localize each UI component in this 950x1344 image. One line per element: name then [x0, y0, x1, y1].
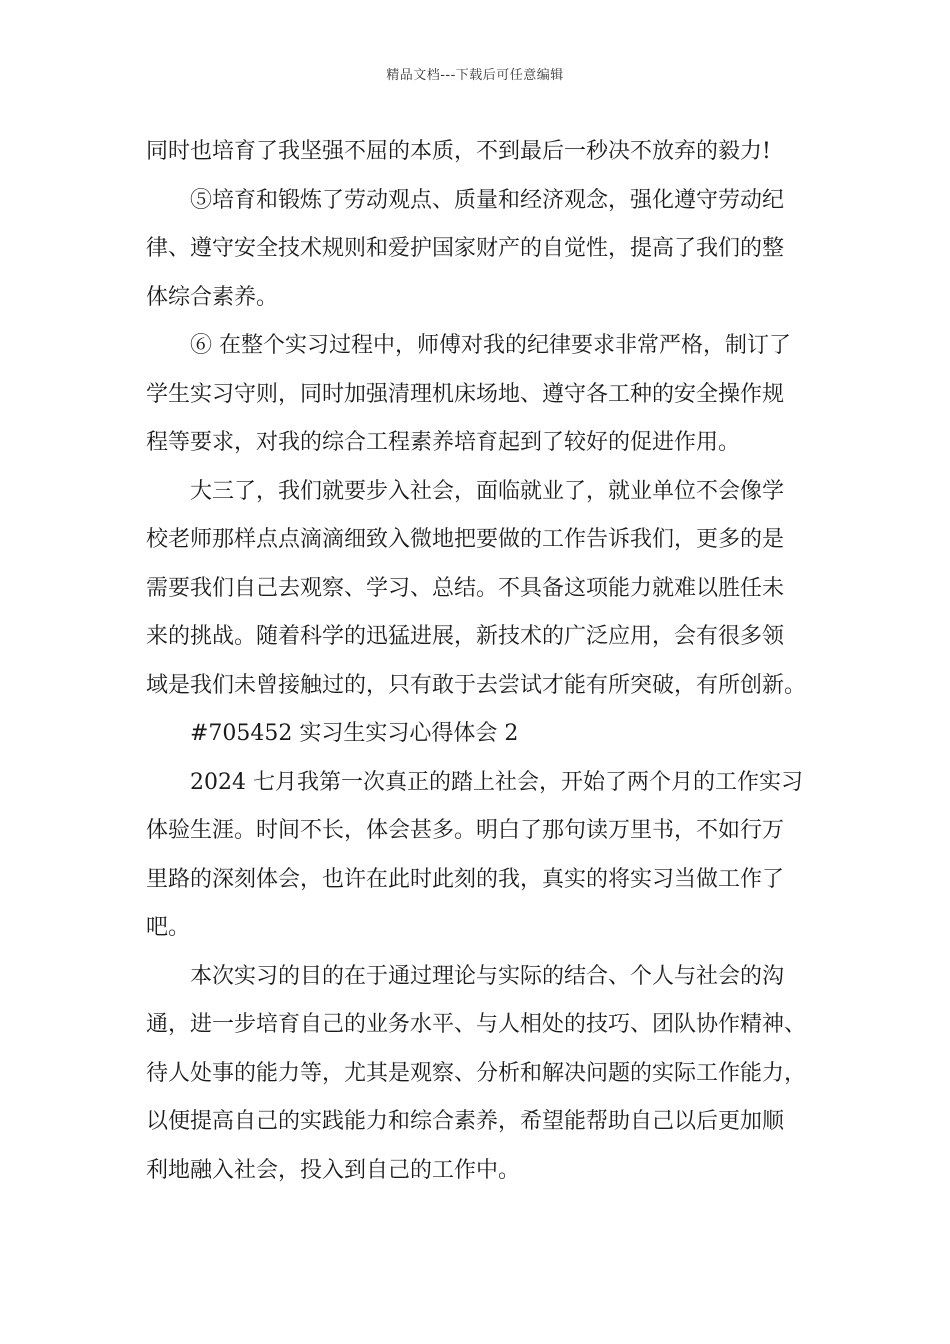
text-line: 体综合素养。	[146, 284, 279, 310]
text-line: 需要我们自己去观察、学习、总结。不具备这项能力就难以胜任未	[146, 575, 785, 601]
text-line: 域是我们未曾接触过的，只有敢于去尝试才能有所突破，有所创新。	[146, 672, 806, 698]
text-line: 以便提高自己的实践能力和综合素养，希望能帮助自己以后更加顺	[146, 1109, 785, 1134]
text-line: 学生实习守则，同时加强清理机床场地、遵守各工种的安全操作规	[146, 381, 785, 407]
text-line: 本次实习的目的在于通过理论与实际的结合、个人与社会的沟	[190, 963, 785, 989]
text-line: 2024 七月我第一次真正的踏上社会，开始了两个月的工作实习	[190, 769, 803, 795]
text-line: 大三了，我们就要步入社会，面临就业了，就业单位不会像学	[190, 478, 785, 504]
text-line: 律、遵守安全技术规则和爱护国家财产的自觉性，提高了我们的整	[146, 236, 785, 261]
text-line: 利地融入社会，投入到自己的工作中。	[146, 1157, 521, 1183]
text-line: 通，进一步培育自己的业务水平、与人相处的技巧、团队协作精神、	[146, 1012, 806, 1037]
text-line: 同时也培育了我坚强不屈的本质，不到最后一秒决不放弃的毅力!	[146, 139, 771, 164]
text-line: 来的挑战。随着科学的迅猛进展，新技术的广泛应用，会有很多领	[146, 624, 785, 649]
text-line: 待人处事的能力等，尤其是观察、分析和解决问题的实际工作能力，	[146, 1060, 806, 1086]
page-header: 精品文档---下载后可任意编辑	[386, 68, 564, 83]
text-line: #705452 实习生实习心得体会 2	[190, 721, 519, 746]
text-line: 程等要求，对我的综合工程素养培育起到了较好的促进作用。	[146, 430, 741, 455]
text-line: 吧。	[146, 915, 191, 940]
text-line: 校老师那样点点滴滴细致入微地把要做的工作告诉我们，更多的是	[146, 527, 785, 552]
text-line: ⑥ 在整个实习过程中，师傅对我的纪律要求非常严格，制订了	[190, 333, 791, 358]
text-line: 体验生涯。时间不长，体会甚多。明白了那句读万里书，不如行万	[146, 818, 785, 843]
text-line: ⑤培育和锻炼了劳动观点、质量和经济观念，强化遵守劳动纪	[190, 187, 785, 213]
document-body	[146, 128, 806, 1195]
text-line: 里路的深刻体会，也许在此时此刻的我，真实的将实习当做工作了	[146, 866, 785, 892]
